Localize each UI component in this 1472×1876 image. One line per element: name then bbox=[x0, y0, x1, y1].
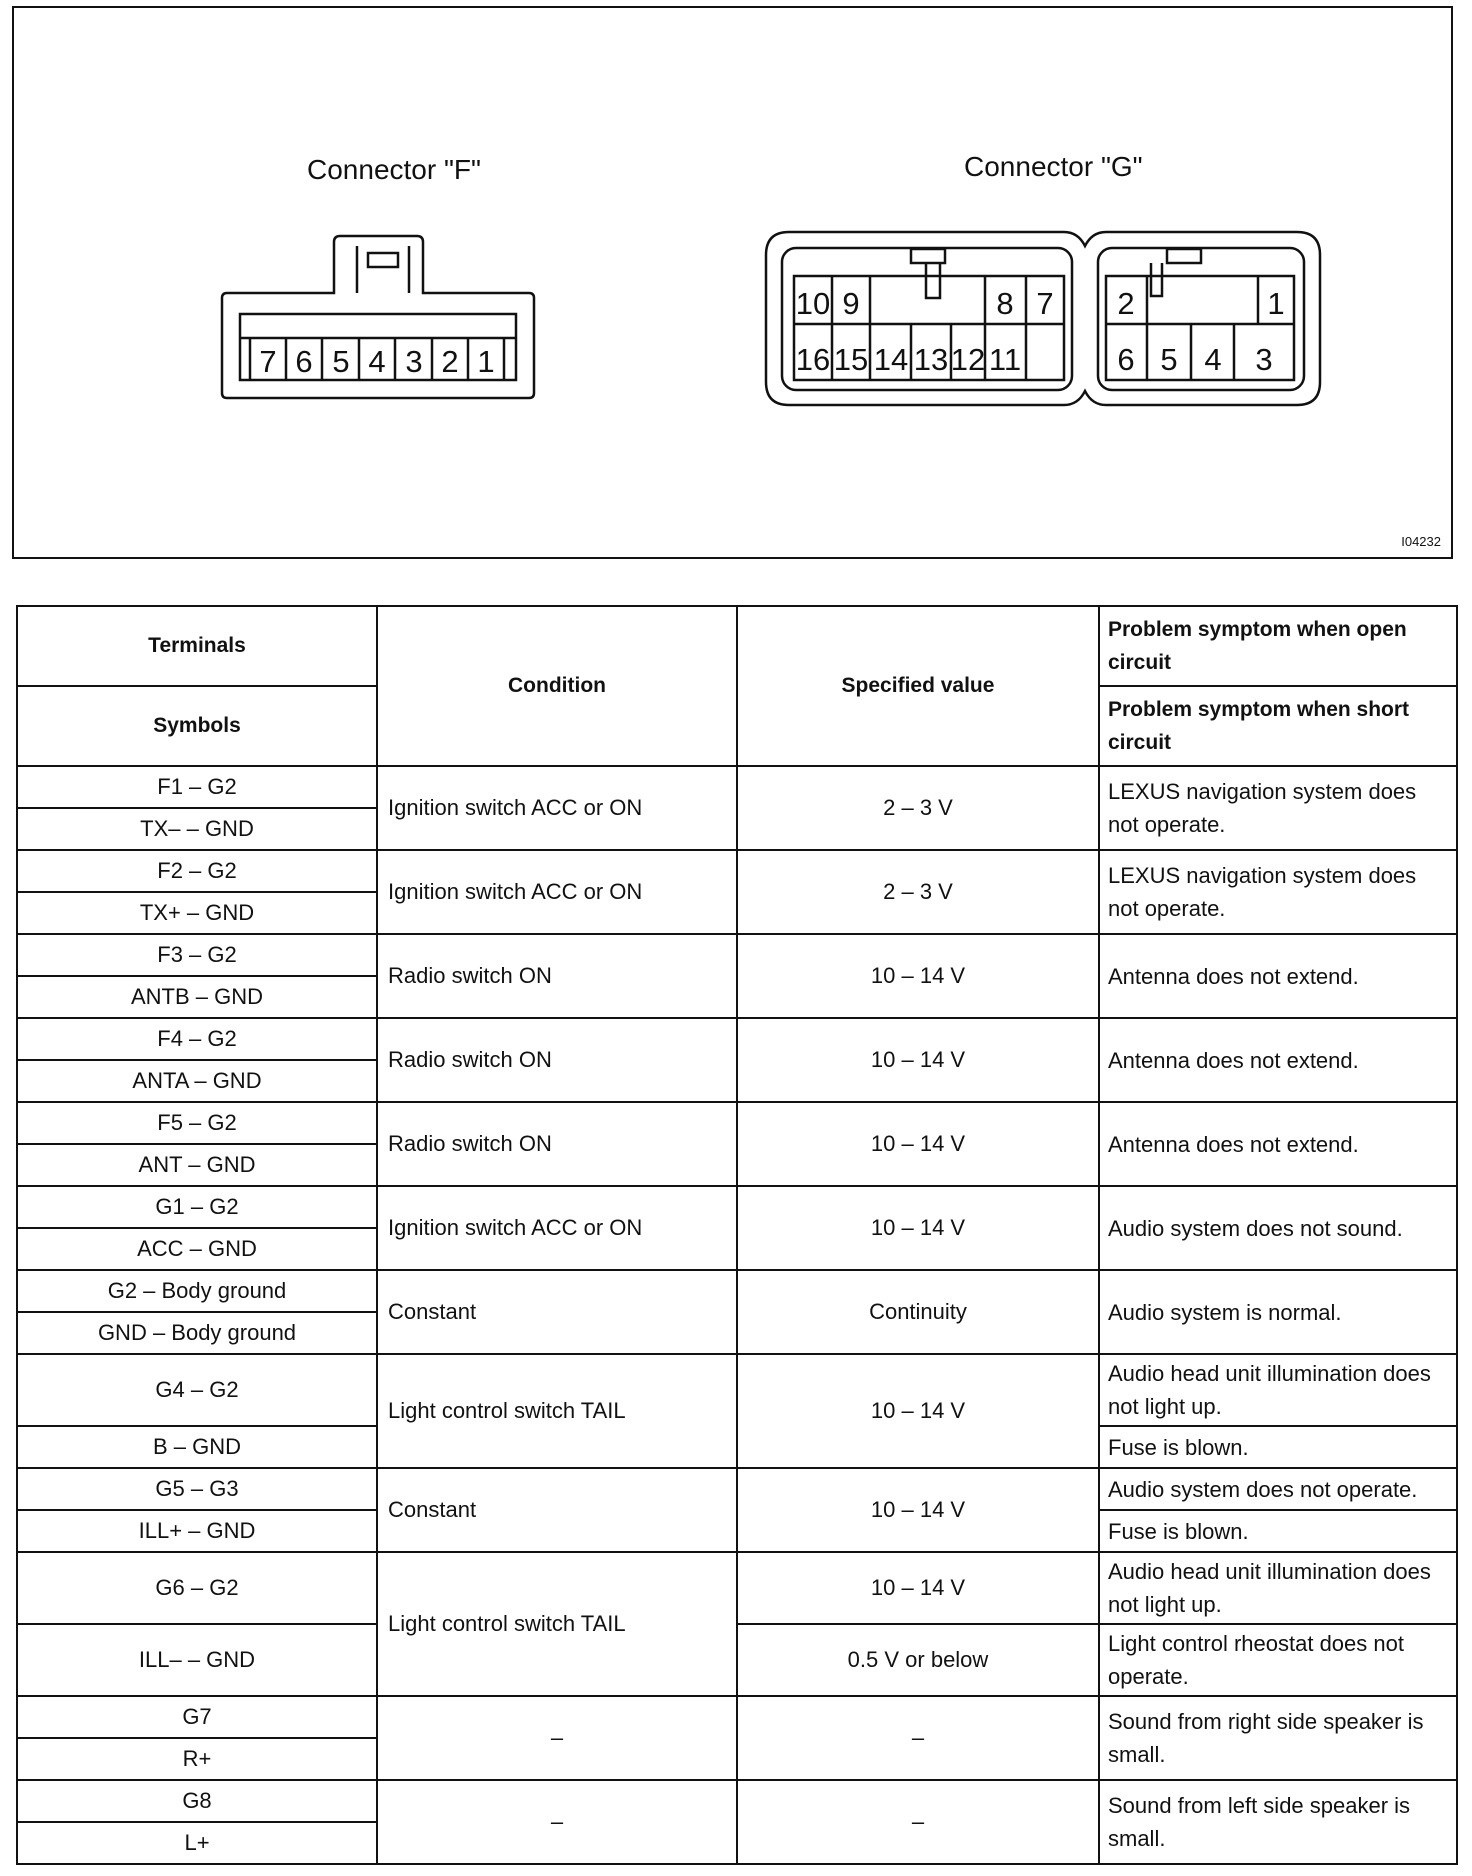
symptom-cell: Sound from left side speaker is small. bbox=[1099, 1780, 1457, 1864]
value-cell: 10 – 14 V bbox=[737, 1552, 1099, 1624]
condition-cell: Constant bbox=[377, 1468, 737, 1552]
table-row bbox=[17, 1102, 1457, 1144]
header-symptom-short: Problem symptom when short circuit bbox=[1099, 686, 1457, 766]
value-cell: 0.5 V or below bbox=[737, 1624, 1099, 1696]
value-cell: – bbox=[737, 1780, 1099, 1864]
connector-g-pin: 16 bbox=[795, 342, 831, 377]
connector-g-pin: 7 bbox=[1036, 286, 1054, 321]
terminal-cell: F5 – G2 bbox=[17, 1102, 377, 1144]
table-row bbox=[17, 934, 1457, 976]
value-cell: 10 – 14 V bbox=[737, 934, 1099, 1018]
terminal-table bbox=[16, 605, 1458, 1865]
header-symptom-open: Problem symptom when open circuit bbox=[1099, 606, 1457, 686]
connector-g-title: Connector "G" bbox=[964, 151, 1143, 182]
symbol-cell: ANT – GND bbox=[17, 1144, 377, 1186]
table-row bbox=[17, 1270, 1457, 1312]
symbol-cell: L+ bbox=[17, 1822, 377, 1864]
terminal-cell: F4 – G2 bbox=[17, 1018, 377, 1060]
symbol-cell: R+ bbox=[17, 1738, 377, 1780]
symptom-open-cell: Audio head unit illumination does not light up. bbox=[1099, 1354, 1457, 1426]
connector-f-pin: 2 bbox=[441, 344, 459, 379]
terminal-cell: G7 bbox=[17, 1696, 377, 1738]
terminal-cell: G1 – G2 bbox=[17, 1186, 377, 1228]
value-cell: 10 – 14 V bbox=[737, 1018, 1099, 1102]
condition-cell: Radio switch ON bbox=[377, 1018, 737, 1102]
connector-g-pin: 5 bbox=[1160, 342, 1178, 377]
terminal-cell: G5 – G3 bbox=[17, 1468, 377, 1510]
symbol-cell: B – GND bbox=[17, 1426, 377, 1468]
symptom-short-cell: Fuse is blown. bbox=[1099, 1510, 1457, 1552]
symptom-short-cell: Fuse is blown. bbox=[1099, 1426, 1457, 1468]
value-cell: 10 – 14 V bbox=[737, 1186, 1099, 1270]
symbol-cell: GND – Body ground bbox=[17, 1312, 377, 1354]
connector-f-title: Connector "F" bbox=[307, 154, 481, 185]
symptom-open-cell: Audio system does not operate. bbox=[1099, 1468, 1457, 1510]
condition-cell: Ignition switch ACC or ON bbox=[377, 1186, 737, 1270]
value-cell: 2 – 3 V bbox=[737, 766, 1099, 850]
table-row bbox=[17, 1552, 1457, 1624]
condition-cell: Ignition switch ACC or ON bbox=[377, 850, 737, 934]
symptom-cell: LEXUS navigation system does not operate. bbox=[1099, 766, 1457, 850]
condition-cell: Light control switch TAIL bbox=[377, 1552, 737, 1696]
table-row bbox=[17, 1354, 1457, 1426]
terminal-cell: F1 – G2 bbox=[17, 766, 377, 808]
condition-cell: – bbox=[377, 1780, 737, 1864]
condition-cell: Constant bbox=[377, 1270, 737, 1354]
value-cell: 10 – 14 V bbox=[737, 1354, 1099, 1468]
condition-cell: Radio switch ON bbox=[377, 1102, 737, 1186]
header-terminals: Terminals bbox=[17, 606, 377, 686]
symptom-cell: LEXUS navigation system does not operate. bbox=[1099, 850, 1457, 934]
symptom-cell: Antenna does not extend. bbox=[1099, 934, 1457, 1018]
value-cell: 10 – 14 V bbox=[737, 1102, 1099, 1186]
table-row bbox=[17, 1624, 1457, 1696]
symptom-cell: Audio system is normal. bbox=[1099, 1270, 1457, 1354]
symbol-cell: ILL+ – GND bbox=[17, 1510, 377, 1552]
table-row bbox=[17, 1468, 1457, 1510]
terminal-cell: G2 – Body ground bbox=[17, 1270, 377, 1312]
table-row bbox=[17, 1780, 1457, 1822]
connector-drawings bbox=[14, 8, 1451, 557]
connector-f-pins bbox=[259, 344, 494, 379]
table-row bbox=[17, 1018, 1457, 1060]
table-row bbox=[17, 766, 1457, 808]
symbol-cell: ANTB – GND bbox=[17, 976, 377, 1018]
connector-g-pin: 4 bbox=[1204, 342, 1222, 377]
connector-g-pin: 3 bbox=[1255, 342, 1273, 377]
symptom-cell: Light control rheostat does not operate. bbox=[1099, 1624, 1457, 1696]
connector-g-pin: 8 bbox=[996, 286, 1014, 321]
terminal-cell: G6 – G2 bbox=[17, 1552, 377, 1624]
connector-f-pin: 3 bbox=[405, 344, 423, 379]
value-cell: 2 – 3 V bbox=[737, 850, 1099, 934]
value-cell: Continuity bbox=[737, 1270, 1099, 1354]
symbol-cell: ACC – GND bbox=[17, 1228, 377, 1270]
symptom-cell: Antenna does not extend. bbox=[1099, 1018, 1457, 1102]
connector-diagram-panel bbox=[12, 6, 1453, 559]
terminal-cell: G8 bbox=[17, 1780, 377, 1822]
table-row bbox=[17, 1696, 1457, 1738]
symbol-cell: TX– – GND bbox=[17, 808, 377, 850]
connector-g-pin: 13 bbox=[913, 342, 949, 377]
value-cell: 10 – 14 V bbox=[737, 1468, 1099, 1552]
symbol-cell: TX+ – GND bbox=[17, 892, 377, 934]
connector-g-pin: 11 bbox=[988, 342, 1022, 377]
symptom-cell: Sound from right side speaker is small. bbox=[1099, 1696, 1457, 1780]
symptom-cell: Audio head unit illumination does not light up. bbox=[1099, 1552, 1457, 1624]
header-symbols: Symbols bbox=[17, 686, 377, 766]
condition-cell: Radio switch ON bbox=[377, 934, 737, 1018]
connector-g-pin: 2 bbox=[1117, 286, 1135, 321]
symbol-cell: ILL– – GND bbox=[17, 1624, 377, 1696]
connector-f-pin: 4 bbox=[368, 344, 386, 379]
condition-cell: – bbox=[377, 1696, 737, 1780]
connector-g-pin: 12 bbox=[950, 342, 986, 377]
header-condition: Condition bbox=[377, 606, 737, 766]
connector-g-pin: 1 bbox=[1267, 286, 1285, 321]
connector-f-pin: 1 bbox=[477, 344, 495, 379]
connector-g-pin: 10 bbox=[795, 286, 831, 321]
connector-f-pin: 7 bbox=[259, 344, 277, 379]
value-cell: – bbox=[737, 1696, 1099, 1780]
terminal-cell: F2 – G2 bbox=[17, 850, 377, 892]
connector-f-pin: 6 bbox=[295, 344, 313, 379]
header-specified-value: Specified value bbox=[737, 606, 1099, 766]
symptom-cell: Audio system does not sound. bbox=[1099, 1186, 1457, 1270]
figure-id: I04232 bbox=[1401, 534, 1441, 549]
condition-cell: Light control switch TAIL bbox=[377, 1354, 737, 1468]
symptom-cell: Antenna does not extend. bbox=[1099, 1102, 1457, 1186]
connector-g-pin: 9 bbox=[842, 286, 860, 321]
terminal-cell: F3 – G2 bbox=[17, 934, 377, 976]
condition-cell: Ignition switch ACC or ON bbox=[377, 766, 737, 850]
connector-g-pin: 15 bbox=[833, 342, 869, 377]
connector-g-pin: 14 bbox=[873, 342, 909, 377]
connector-g-pin: 6 bbox=[1117, 342, 1135, 377]
connector-f-pin: 5 bbox=[332, 344, 350, 379]
terminal-cell: G4 – G2 bbox=[17, 1354, 377, 1426]
symbol-cell: ANTA – GND bbox=[17, 1060, 377, 1102]
table-row bbox=[17, 850, 1457, 892]
table-row bbox=[17, 1186, 1457, 1228]
